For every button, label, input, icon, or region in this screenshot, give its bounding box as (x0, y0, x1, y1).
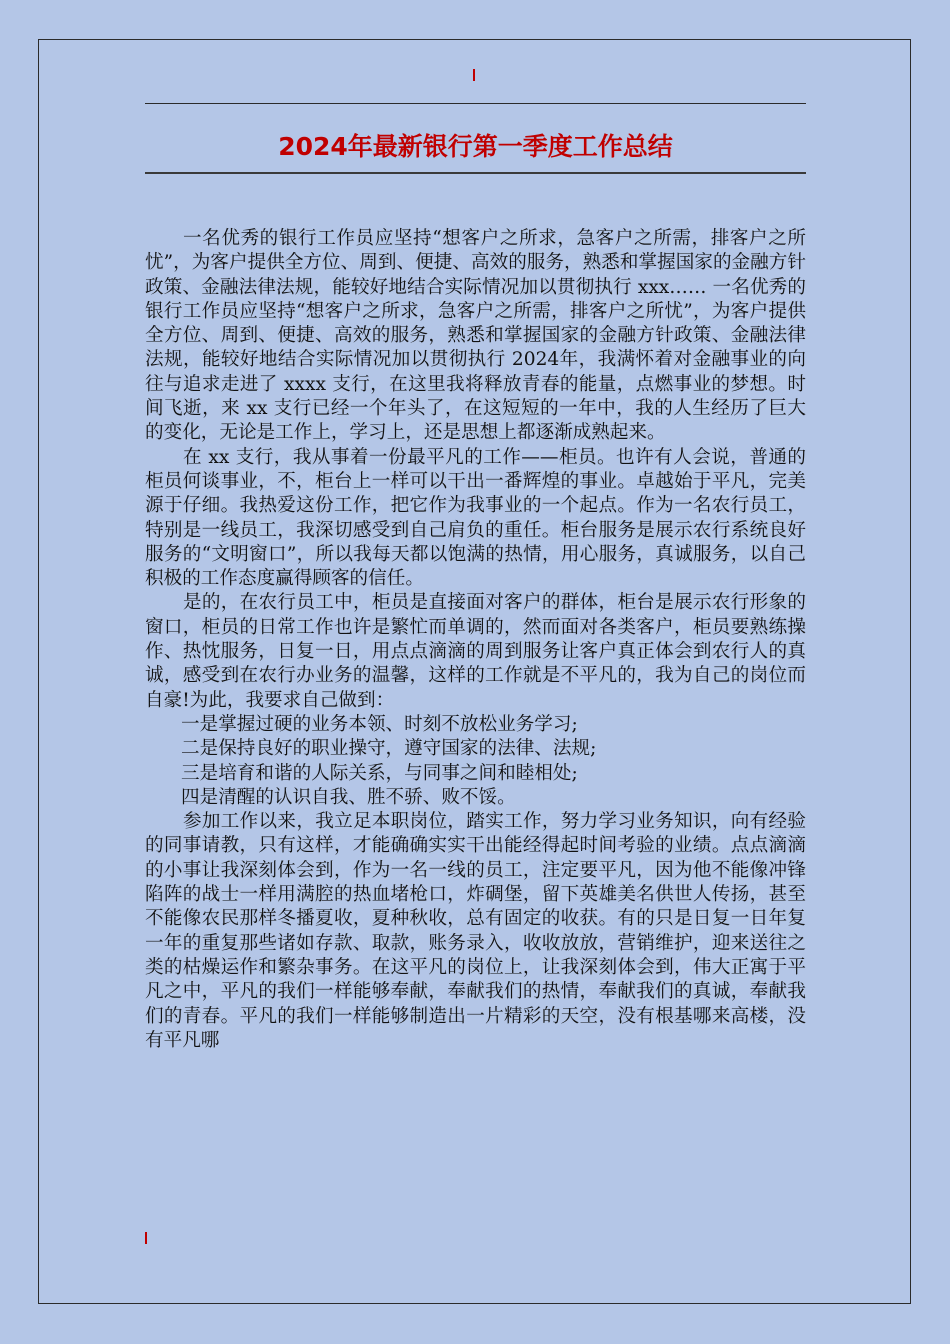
list-item-3: 三是培育和谐的人际关系，与同事之间和睦相处; (181, 762, 578, 784)
list-item-4: 四是清醒的认识自我、胜不骄、败不馁。 (181, 786, 516, 808)
document-body (145, 227, 806, 1227)
paragraph-teller: 在 xx 支行，我从事着一份最平凡的工作——柜员。也许有人会说，普通的柜员何谈事业，不，柜台上一样可以干出一番辉煌的事业。卓越始于平凡，完美源于仔细。我热爱这份工作，把它作为我事业的一个起点。作为一名农行员工，特别是一线员工，我深切感受到自己肩负的重任。柜台服务是展示农行系统良好服务的“文明窗口”，所以我每天都以饱满的热情，用心服务，真诚服务，以自己积极的工作态度赢得顾客的信任。 (145, 446, 806, 590)
list-item-2: 二是保持良好的职业操守，遵守国家的法律、法规; (181, 738, 597, 760)
paragraph-intro: 一名优秀的银行工作员应坚持“想客户之所求，急客户之所需，排客户之所忧”，为客户提供全方位、周到、便捷、高效的服务，熟悉和掌握国家的金融方针政策、金融法律法规，能较好地结合实际情况加以贯彻执行 xxx…… 一名优秀的银行工作员应坚持“想客户之所求，急客户之所需，排客户之所忧”，为客户提供全方位、周到、便捷、高效的服务，熟悉和掌握国家的金融方针政策、金融法律法规，能较好地结合实际情况加以贯彻执行 2024年，我满怀着对金融事业的向往与追求走进了 xxxx 支行，在这里我将释放青春的能量，点燃事业的梦想。时间飞逝，来 xx 支行已经一个年头了，在这短短的一年中，我的人生经历了巨大的变化，无论是工作上，学习上，还是思想上都逐渐成熟起来。 (145, 228, 806, 444)
footer-marker (145, 1232, 147, 1244)
header-marker (473, 69, 475, 81)
list-item-1: 一是掌握过硬的业务本领、时刻不放松业务学习; (181, 713, 578, 735)
document-title: 2024年最新银行第一季度工作总结 (278, 132, 673, 161)
header-rule (145, 103, 806, 104)
title-underline (145, 172, 806, 174)
paragraph-reflection: 参加工作以来，我立足本职岗位，踏实工作，努力学习业务知识，向有经验的同事请教，只有这样，才能确确实实干出能经得起时间考验的业绩。点点滴滴的小事让我深刻体会到，作为一名一线的员工，注定要平凡，因为他不能像冲锋陷阵的战士一样用满腔的热血堵枪口，炸碉堡，留下英雄美名供世人传扬，甚至不能像农民那样冬播夏收，夏种秋收，总有固定的收获。有的只是日复一日年复一年的重复那些诸如存款、取款，账务录入，收收放放，营销维护，迎来送往之类的枯燥运作和繁杂事务。在这平凡的岗位上，让我深刻体会到，伟大正寓于平凡之中，平凡的我们一样能够奉献，奉献我们的热情，奉献我们的真诚，奉献我们的青春。平凡的我们一样能够制造出一片精彩的天空，没有根基哪来高楼，没有平凡哪 (145, 811, 806, 1051)
paragraph-requirements: 是的，在农行员工中，柜员是直接面对客户的群体，柜台是展示农行形象的窗口，柜员的日常工作也许是繁忙而单调的，然而面对各类客户，柜员要熟练操作、热忱服务，日复一日，用点点滴滴的周到服务让客户真正体会到农行人的真诚，感受到在农行办业务的温馨，这样的工作就是不平凡的，我为自己的岗位而自豪!为此，我要求自己做到： (145, 592, 806, 711)
